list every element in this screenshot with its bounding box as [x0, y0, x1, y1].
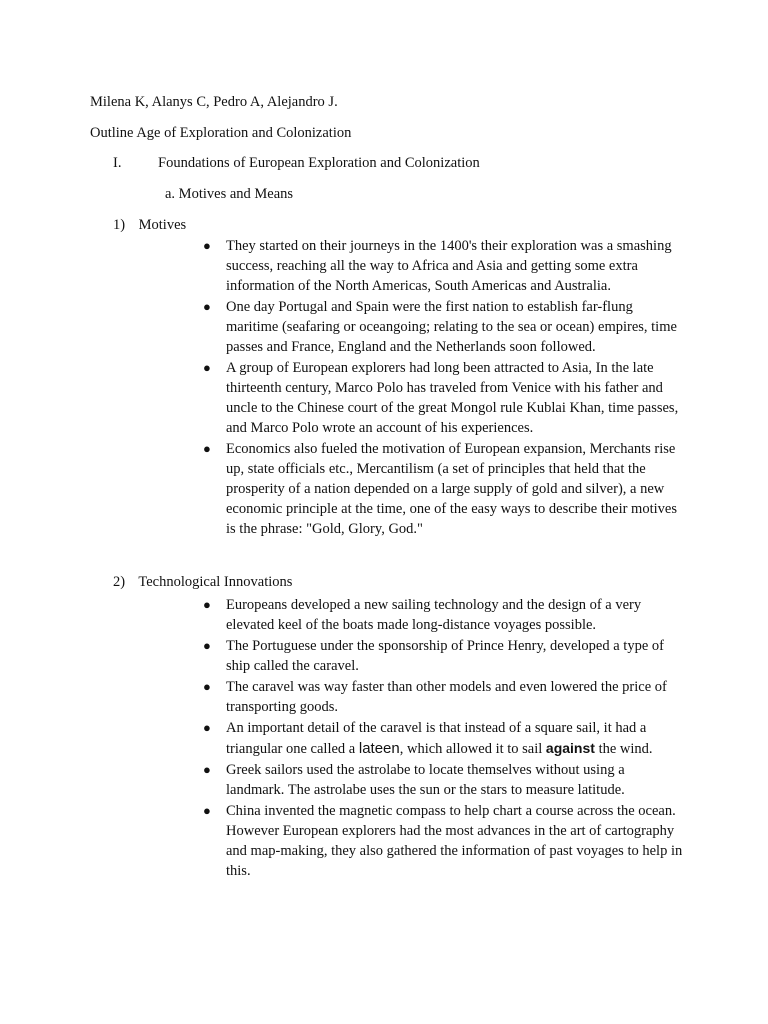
list-item [203, 297, 683, 357]
bullet-dot-icon: ● [203, 762, 211, 777]
list-item [203, 718, 683, 759]
bullet-text: Economics also fueled the motivation of European expansion, Merchants rise up, state officials etc., Mercantilism (a set of principles that held that the prosperity of a nation depended on a large supply of gold and silver), a new economic principle at the time, one of the easy ways to describe their motives is the phrase: "Gold, Glory, God." [226, 441, 677, 537]
section-title: Foundations of European Exploration and Colonization [158, 155, 480, 171]
tech-heading [113, 572, 292, 592]
list-item [203, 636, 683, 676]
lateen-term: lateen [358, 740, 400, 757]
bullet-text: China invented the magnetic compass to help chart a course across the ocean. However European explorers had the most advances in the art of cartography and map-making, they also gathered the information of past voyages to help in this. [226, 803, 683, 879]
bullet-dot-icon: ● [203, 638, 211, 653]
bullet-dot-icon: ● [203, 803, 211, 818]
bullet-dot-icon: ● [203, 597, 211, 612]
list-item [203, 801, 683, 881]
bullet-dot-icon: ● [203, 441, 211, 456]
motives-number: 1) [113, 217, 126, 233]
bullet-text: A group of European explorers had long been attracted to Asia, In the late thirteenth century, Marco Polo has traveled from Venice with his father and uncle to the Chinese court of the great Mongol rule Kublai Khan, time passes, and Marco Polo wrote an account of his experiences. [226, 360, 679, 436]
authors-line: Milena K, Alanys C, Pedro A, Alejandro J. [90, 94, 338, 110]
list-item [203, 439, 683, 539]
bullet-text: Europeans developed a new sailing technology and the design of a very elevated keel of the boats made long-distance voyages possible. [226, 597, 642, 633]
bullet-text: Greek sailors used the astrolabe to locate themselves without using a landmark. The astrolabe uses the sun or the stars to measure latitude. [226, 762, 625, 798]
bullet-dot-icon: ● [203, 299, 211, 314]
list-item [203, 236, 683, 296]
list-item [203, 595, 683, 635]
bullet-text: the wind. [594, 741, 653, 757]
motives-heading [113, 215, 186, 235]
bullet-dot-icon: ● [203, 238, 211, 253]
tech-bullet-list [203, 595, 683, 882]
list-item [203, 358, 683, 438]
list-item [203, 677, 683, 717]
motives-bullet-list [203, 236, 683, 540]
bullet-text: The Portuguese under the sponsorship of Prince Henry, developed a type of ship called the caravel. [226, 638, 664, 674]
section-number: I. [113, 155, 122, 171]
bullet-dot-icon: ● [203, 679, 211, 694]
list-item [203, 760, 683, 800]
bullet-text: An important detail of the caravel is that instead of a square sail, it had a triangular one called a [226, 720, 647, 757]
bullet-dot-icon: ● [203, 360, 211, 375]
motives-heading-text: Motives [138, 217, 187, 233]
against-emphasis: against [545, 740, 595, 756]
bullet-text: The caravel was way faster than other models and even lowered the price of transporting goods. [226, 679, 667, 715]
tech-number: 2) [113, 574, 126, 590]
bullet-text: One day Portugal and Spain were the first nation to establish far-flung maritime (seafaring or oceangoing; relating to the sea or ocean) empires, time passes and France, England and the Netherlands soon followed. [226, 299, 677, 355]
bullet-text: , which allowed it to sail [399, 741, 546, 757]
bullet-dot-icon: ● [203, 720, 211, 735]
document-title: Outline Age of Exploration and Colonization [90, 125, 352, 141]
subsection-heading: a. Motives and Means [165, 186, 294, 202]
tech-heading-text: Technological Innovations [138, 574, 293, 590]
bullet-text: They started on their journeys in the 1400's their exploration was a smashing success, reaching all the way to Africa and Asia and getting some extra information of the North Americas, South Americas and Australia. [226, 238, 672, 294]
